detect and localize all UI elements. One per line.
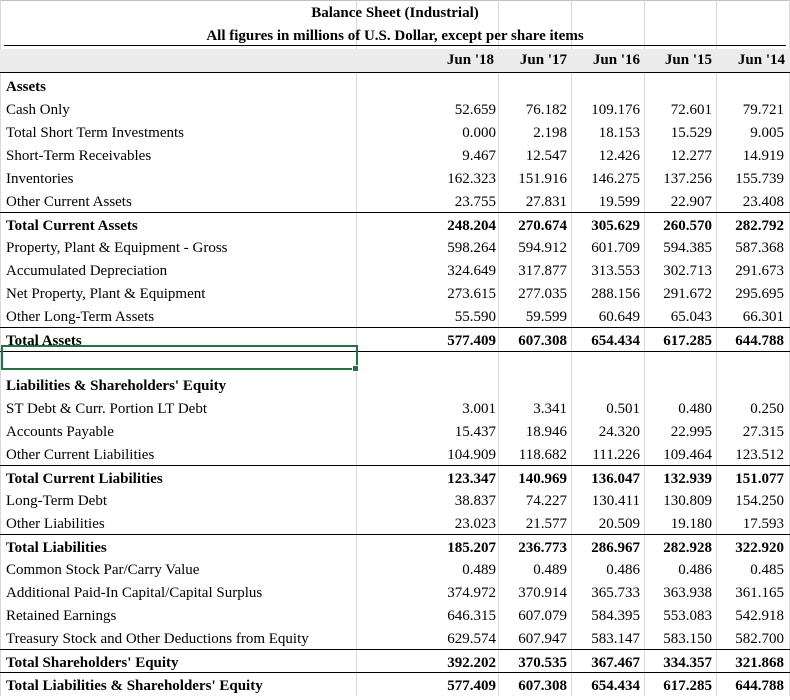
column-header: Jun '15 (664, 52, 712, 68)
value-cell[interactable]: 302.713 (663, 263, 712, 279)
value-cell[interactable]: 365.733 (591, 585, 640, 601)
row-label: Net Property, Plant & Equipment (6, 286, 206, 302)
value-cell[interactable]: 12.547 (525, 148, 567, 164)
value-cell[interactable]: 321.868 (735, 655, 784, 671)
value-cell[interactable]: 0.480 (678, 401, 712, 417)
value-cell[interactable]: 248.204 (447, 218, 496, 234)
row-label: Accumulated Depreciation (6, 263, 168, 279)
value-cell[interactable]: 273.615 (447, 286, 496, 302)
value-cell[interactable]: 154.250 (735, 493, 784, 509)
value-cell[interactable]: 282.928 (663, 540, 712, 556)
value-cell[interactable]: 607.308 (518, 333, 567, 349)
fill-handle[interactable] (352, 365, 359, 372)
value-cell[interactable]: 66.301 (742, 309, 784, 325)
value-cell[interactable]: 15.437 (454, 424, 496, 440)
column-header: Jun '14 (737, 52, 785, 68)
value-cell[interactable]: 130.411 (591, 493, 640, 509)
value-cell[interactable]: 22.907 (670, 194, 712, 210)
row-label: Cash Only (6, 102, 70, 118)
value-cell[interactable]: 3.001 (462, 401, 496, 417)
row-label: Total Short Term Investments (6, 125, 185, 141)
value-cell[interactable]: 72.601 (670, 102, 712, 118)
row-label: Total Shareholders' Equity (6, 655, 179, 671)
value-cell[interactable]: 60.649 (598, 309, 640, 325)
value-cell[interactable]: 288.156 (591, 286, 640, 302)
value-cell[interactable]: 22.995 (670, 424, 712, 440)
value-cell[interactable]: 118.682 (518, 447, 567, 463)
value-cell[interactable]: 15.529 (670, 125, 712, 141)
value-cell[interactable]: 104.909 (447, 447, 496, 463)
table-row[interactable] (0, 511, 790, 534)
value-cell[interactable]: 282.792 (735, 218, 784, 234)
value-cell[interactable]: 277.035 (518, 286, 567, 302)
table-row[interactable] (0, 74, 790, 97)
table-row[interactable] (0, 235, 790, 258)
value-cell[interactable]: 577.409 (447, 678, 496, 694)
value-cell[interactable]: 12.426 (598, 148, 640, 164)
table-row[interactable] (0, 396, 790, 419)
table-row[interactable] (0, 626, 790, 649)
value-cell[interactable]: 3.341 (533, 401, 567, 417)
row-label: Additional Paid-In Capital/Capital Surplus (6, 585, 263, 601)
value-cell[interactable]: 18.946 (525, 424, 567, 440)
value-cell[interactable]: 18.153 (598, 125, 640, 141)
value-cell[interactable]: 55.590 (454, 309, 496, 325)
value-cell[interactable]: 607.079 (518, 608, 567, 624)
value-cell[interactable]: 654.434 (591, 333, 640, 349)
table-row[interactable] (0, 258, 790, 281)
value-cell[interactable]: 607.308 (518, 678, 567, 694)
value-cell[interactable]: 392.202 (447, 655, 496, 671)
table-row[interactable] (0, 465, 790, 489)
value-cell[interactable]: 370.535 (518, 655, 567, 671)
value-cell[interactable]: 363.938 (663, 585, 712, 601)
value-cell[interactable]: 583.147 (591, 631, 640, 647)
value-cell[interactable]: 617.285 (663, 333, 712, 349)
row-label: Short-Term Receivables (6, 148, 152, 164)
value-cell[interactable]: 111.226 (592, 447, 640, 463)
value-cell[interactable]: 140.969 (518, 471, 567, 487)
table-row[interactable] (0, 212, 790, 236)
row-label: Liabilities & Shareholders' Equity (6, 378, 227, 394)
column-header: Jun '16 (592, 52, 640, 68)
value-cell[interactable]: 12.277 (670, 148, 712, 164)
value-cell[interactable]: 19.180 (670, 516, 712, 532)
value-cell[interactable]: 286.967 (591, 540, 640, 556)
value-cell[interactable]: 617.285 (663, 678, 712, 694)
table-row[interactable] (0, 304, 790, 327)
row-label: ST Debt & Curr. Portion LT Debt (6, 401, 207, 417)
column-header: Jun '18 (446, 52, 494, 68)
value-cell[interactable]: 0.489 (462, 562, 496, 578)
value-cell[interactable]: 9.467 (462, 148, 496, 164)
value-cell[interactable]: 236.773 (518, 540, 567, 556)
row-label: Total Assets (6, 333, 82, 349)
table-row[interactable] (0, 143, 790, 166)
value-cell[interactable]: 0.486 (678, 562, 712, 578)
value-cell[interactable]: 123.347 (447, 471, 496, 487)
row-label: Total Current Liabilities (6, 471, 163, 487)
value-cell[interactable]: 2.198 (533, 125, 567, 141)
value-cell[interactable]: 584.395 (591, 608, 640, 624)
value-cell[interactable]: 151.077 (735, 471, 784, 487)
row-label: Other Liabilities (6, 516, 105, 532)
value-cell[interactable]: 23.408 (742, 194, 784, 210)
table-row[interactable] (0, 603, 790, 626)
value-cell[interactable]: 38.837 (454, 493, 496, 509)
header-underline (0, 72, 790, 73)
value-cell[interactable]: 577.409 (447, 333, 496, 349)
row-label: Other Current Assets (6, 194, 132, 210)
value-cell[interactable]: 23.755 (454, 194, 496, 210)
value-cell[interactable]: 601.709 (591, 240, 640, 256)
value-cell[interactable]: 14.919 (742, 148, 784, 164)
value-cell[interactable]: 644.788 (735, 333, 784, 349)
value-cell[interactable]: 598.264 (447, 240, 496, 256)
row-label: Assets (6, 79, 46, 95)
value-cell[interactable]: 260.570 (663, 218, 712, 234)
table-row[interactable] (0, 649, 790, 673)
value-cell[interactable]: 109.464 (663, 447, 712, 463)
table-row[interactable] (0, 373, 790, 396)
value-cell[interactable]: 334.357 (663, 655, 712, 671)
value-cell[interactable]: 607.947 (518, 631, 567, 647)
row-label: Total Current Assets (6, 218, 138, 234)
sheet-subtitle: All figures in millions of U.S. Dollar, except per share items (206, 28, 584, 44)
value-cell[interactable]: 322.920 (735, 540, 784, 556)
row-label: Common Stock Par/Carry Value (6, 562, 200, 578)
table-row[interactable] (0, 672, 790, 696)
value-cell[interactable]: 17.593 (742, 516, 784, 532)
value-cell[interactable]: 52.659 (454, 102, 496, 118)
value-cell[interactable]: 24.320 (598, 424, 640, 440)
row-label: Accounts Payable (6, 424, 114, 440)
value-cell[interactable]: 594.385 (663, 240, 712, 256)
table-row[interactable] (0, 557, 790, 580)
value-cell[interactable]: 27.315 (742, 424, 784, 440)
value-cell[interactable]: 0.501 (606, 401, 640, 417)
value-cell[interactable]: 185.207 (447, 540, 496, 556)
row-label: Treasury Stock and Other Deductions from Equity (6, 631, 309, 647)
value-cell[interactable]: 629.574 (447, 631, 496, 647)
row-label: Retained Earnings (6, 608, 117, 624)
sheet-title: Balance Sheet (Industrial) (311, 5, 479, 21)
value-cell[interactable]: 583.150 (663, 631, 712, 647)
value-cell[interactable]: 0.250 (750, 401, 784, 417)
value-cell[interactable]: 0.000 (462, 125, 496, 141)
value-cell[interactable]: 65.043 (670, 309, 712, 325)
table-row[interactable] (0, 166, 790, 189)
top-border (0, 0, 790, 1)
value-cell[interactable]: 370.914 (518, 585, 567, 601)
table-row[interactable] (0, 488, 790, 511)
subtitle-underline (4, 45, 786, 46)
value-cell[interactable]: 137.256 (663, 171, 712, 187)
table-row[interactable] (0, 442, 790, 465)
value-cell[interactable]: 374.972 (447, 585, 496, 601)
table-row[interactable] (0, 189, 790, 212)
value-cell[interactable]: 130.809 (663, 493, 712, 509)
table-row[interactable] (0, 120, 790, 143)
value-cell[interactable]: 644.788 (735, 678, 784, 694)
value-cell[interactable]: 646.315 (447, 608, 496, 624)
value-cell[interactable]: 146.275 (591, 171, 640, 187)
row-label: Other Current Liabilities (6, 447, 155, 463)
value-cell[interactable]: 313.553 (591, 263, 640, 279)
value-cell[interactable]: 654.434 (591, 678, 640, 694)
table-row[interactable] (0, 534, 790, 558)
value-cell[interactable]: 59.599 (525, 309, 567, 325)
value-cell[interactable]: 270.674 (518, 218, 567, 234)
value-cell[interactable]: 295.695 (735, 286, 784, 302)
value-cell[interactable]: 9.005 (750, 125, 784, 141)
value-cell[interactable]: 367.467 (591, 655, 640, 671)
value-cell[interactable]: 19.599 (598, 194, 640, 210)
row-label: Total Liabilities & Shareholders' Equity (6, 678, 263, 694)
value-cell[interactable]: 553.083 (663, 608, 712, 624)
row-label: Total Liabilities (6, 540, 107, 556)
value-cell[interactable]: 0.489 (533, 562, 567, 578)
value-cell[interactable]: 542.918 (735, 608, 784, 624)
value-cell[interactable]: 23.023 (454, 516, 496, 532)
column-header-row (0, 49, 790, 72)
value-cell[interactable]: 324.649 (447, 263, 496, 279)
value-cell[interactable]: 291.672 (663, 286, 712, 302)
value-cell[interactable]: 27.831 (525, 194, 567, 210)
row-label: Inventories (6, 171, 74, 187)
value-cell[interactable]: 109.176 (591, 102, 640, 118)
value-cell[interactable]: 305.629 (591, 218, 640, 234)
table-row[interactable] (0, 419, 790, 442)
table-row[interactable] (0, 281, 790, 304)
row-label: Other Long-Term Assets (6, 309, 155, 325)
value-cell[interactable]: 136.047 (591, 471, 640, 487)
value-cell[interactable]: 151.916 (518, 171, 567, 187)
row-label: Long-Term Debt (6, 493, 108, 509)
table-row[interactable] (0, 580, 790, 603)
selected-cell[interactable] (1, 345, 358, 370)
value-cell[interactable]: 155.739 (735, 171, 784, 187)
value-cell[interactable]: 361.165 (735, 585, 784, 601)
value-cell[interactable]: 594.912 (518, 240, 567, 256)
value-cell[interactable]: 76.182 (525, 102, 567, 118)
value-cell[interactable]: 79.721 (742, 102, 784, 118)
value-cell[interactable]: 74.227 (525, 493, 567, 509)
value-cell[interactable]: 20.509 (598, 516, 640, 532)
value-cell[interactable]: 132.939 (663, 471, 712, 487)
value-cell[interactable]: 0.486 (606, 562, 640, 578)
value-cell[interactable]: 587.368 (735, 240, 784, 256)
value-cell[interactable]: 291.673 (735, 263, 784, 279)
value-cell[interactable]: 21.577 (525, 516, 567, 532)
value-cell[interactable]: 582.700 (735, 631, 784, 647)
value-cell[interactable]: 162.323 (447, 171, 496, 187)
row-label: Property, Plant & Equipment - Gross (6, 240, 228, 256)
value-cell[interactable]: 0.485 (750, 562, 784, 578)
value-cell[interactable]: 317.877 (518, 263, 567, 279)
table-row[interactable] (0, 97, 790, 120)
column-header: Jun '17 (519, 52, 567, 68)
value-cell[interactable]: 123.512 (735, 447, 784, 463)
